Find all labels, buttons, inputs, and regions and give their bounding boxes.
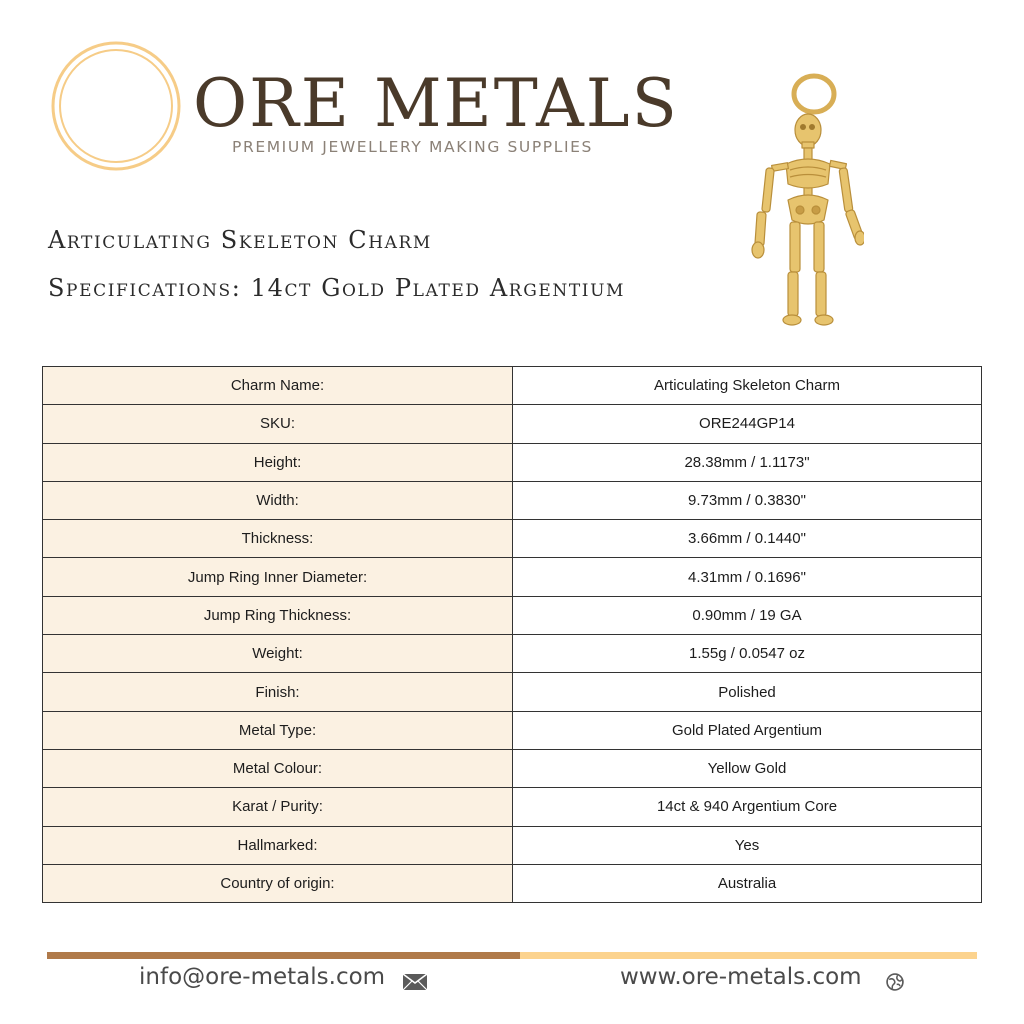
specifications-table — [42, 366, 982, 903]
spec-value: 3.66mm / 0.1440" — [513, 520, 982, 558]
table-row — [43, 520, 982, 558]
spec-label: Charm Name: — [43, 367, 513, 405]
spec-label: Hallmarked: — [43, 826, 513, 864]
spec-value: 9.73mm / 0.3830" — [513, 481, 982, 519]
skeleton-charm-image — [748, 72, 864, 330]
envelope-icon — [402, 972, 428, 992]
spec-value: ORE244GP14 — [513, 405, 982, 443]
table-row — [43, 367, 982, 405]
spec-value: Polished — [513, 673, 982, 711]
spec-label: Weight: — [43, 635, 513, 673]
specifications-heading: Specifications: 14ct Gold Plated Argentium — [48, 274, 626, 302]
spec-label: Jump Ring Thickness: — [43, 596, 513, 634]
table-row — [43, 788, 982, 826]
table-row — [43, 635, 982, 673]
product-title: Articulating Skeleton Charm — [48, 226, 432, 254]
spec-value: 1.55g / 0.0547 oz — [513, 635, 982, 673]
footer-bar-left — [47, 952, 520, 959]
table-row — [43, 826, 982, 864]
spec-value: 4.31mm / 0.1696" — [513, 558, 982, 596]
table-row — [43, 558, 982, 596]
brand-name: ORE METALS — [193, 65, 679, 142]
logo-ring-icon — [50, 40, 182, 172]
spec-value: 0.90mm / 19 GA — [513, 596, 982, 634]
spec-value: 14ct & 940 Argentium Core — [513, 788, 982, 826]
table-row — [43, 481, 982, 519]
spec-label: Metal Type: — [43, 711, 513, 749]
spec-value: Yellow Gold — [513, 749, 982, 787]
spec-value: Australia — [513, 864, 982, 902]
spec-label: Country of origin: — [43, 864, 513, 902]
table-row — [43, 749, 982, 787]
spec-label: Finish: — [43, 673, 513, 711]
spec-label: Width: — [43, 481, 513, 519]
spec-value: Yes — [513, 826, 982, 864]
table-row — [43, 596, 982, 634]
spec-label: Jump Ring Inner Diameter: — [43, 558, 513, 596]
footer-website-link[interactable]: www.ore-metals.com — [620, 964, 862, 990]
spec-value: Articulating Skeleton Charm — [513, 367, 982, 405]
spec-value: 28.38mm / 1.1173" — [513, 443, 982, 481]
footer-email-link[interactable]: info@ore-metals.com — [139, 964, 386, 990]
table-row — [43, 443, 982, 481]
spec-label: SKU: — [43, 405, 513, 443]
spec-value: Gold Plated Argentium — [513, 711, 982, 749]
table-row — [43, 711, 982, 749]
table-row — [43, 673, 982, 711]
brand-tagline: PREMIUM JEWELLERY MAKING SUPPLIES — [232, 138, 593, 156]
spec-label: Metal Colour: — [43, 749, 513, 787]
globe-icon — [882, 972, 908, 992]
footer-bar-right — [520, 952, 977, 959]
table-row — [43, 405, 982, 443]
spec-label: Thickness: — [43, 520, 513, 558]
spec-label: Karat / Purity: — [43, 788, 513, 826]
table-row — [43, 864, 982, 902]
spec-label: Height: — [43, 443, 513, 481]
